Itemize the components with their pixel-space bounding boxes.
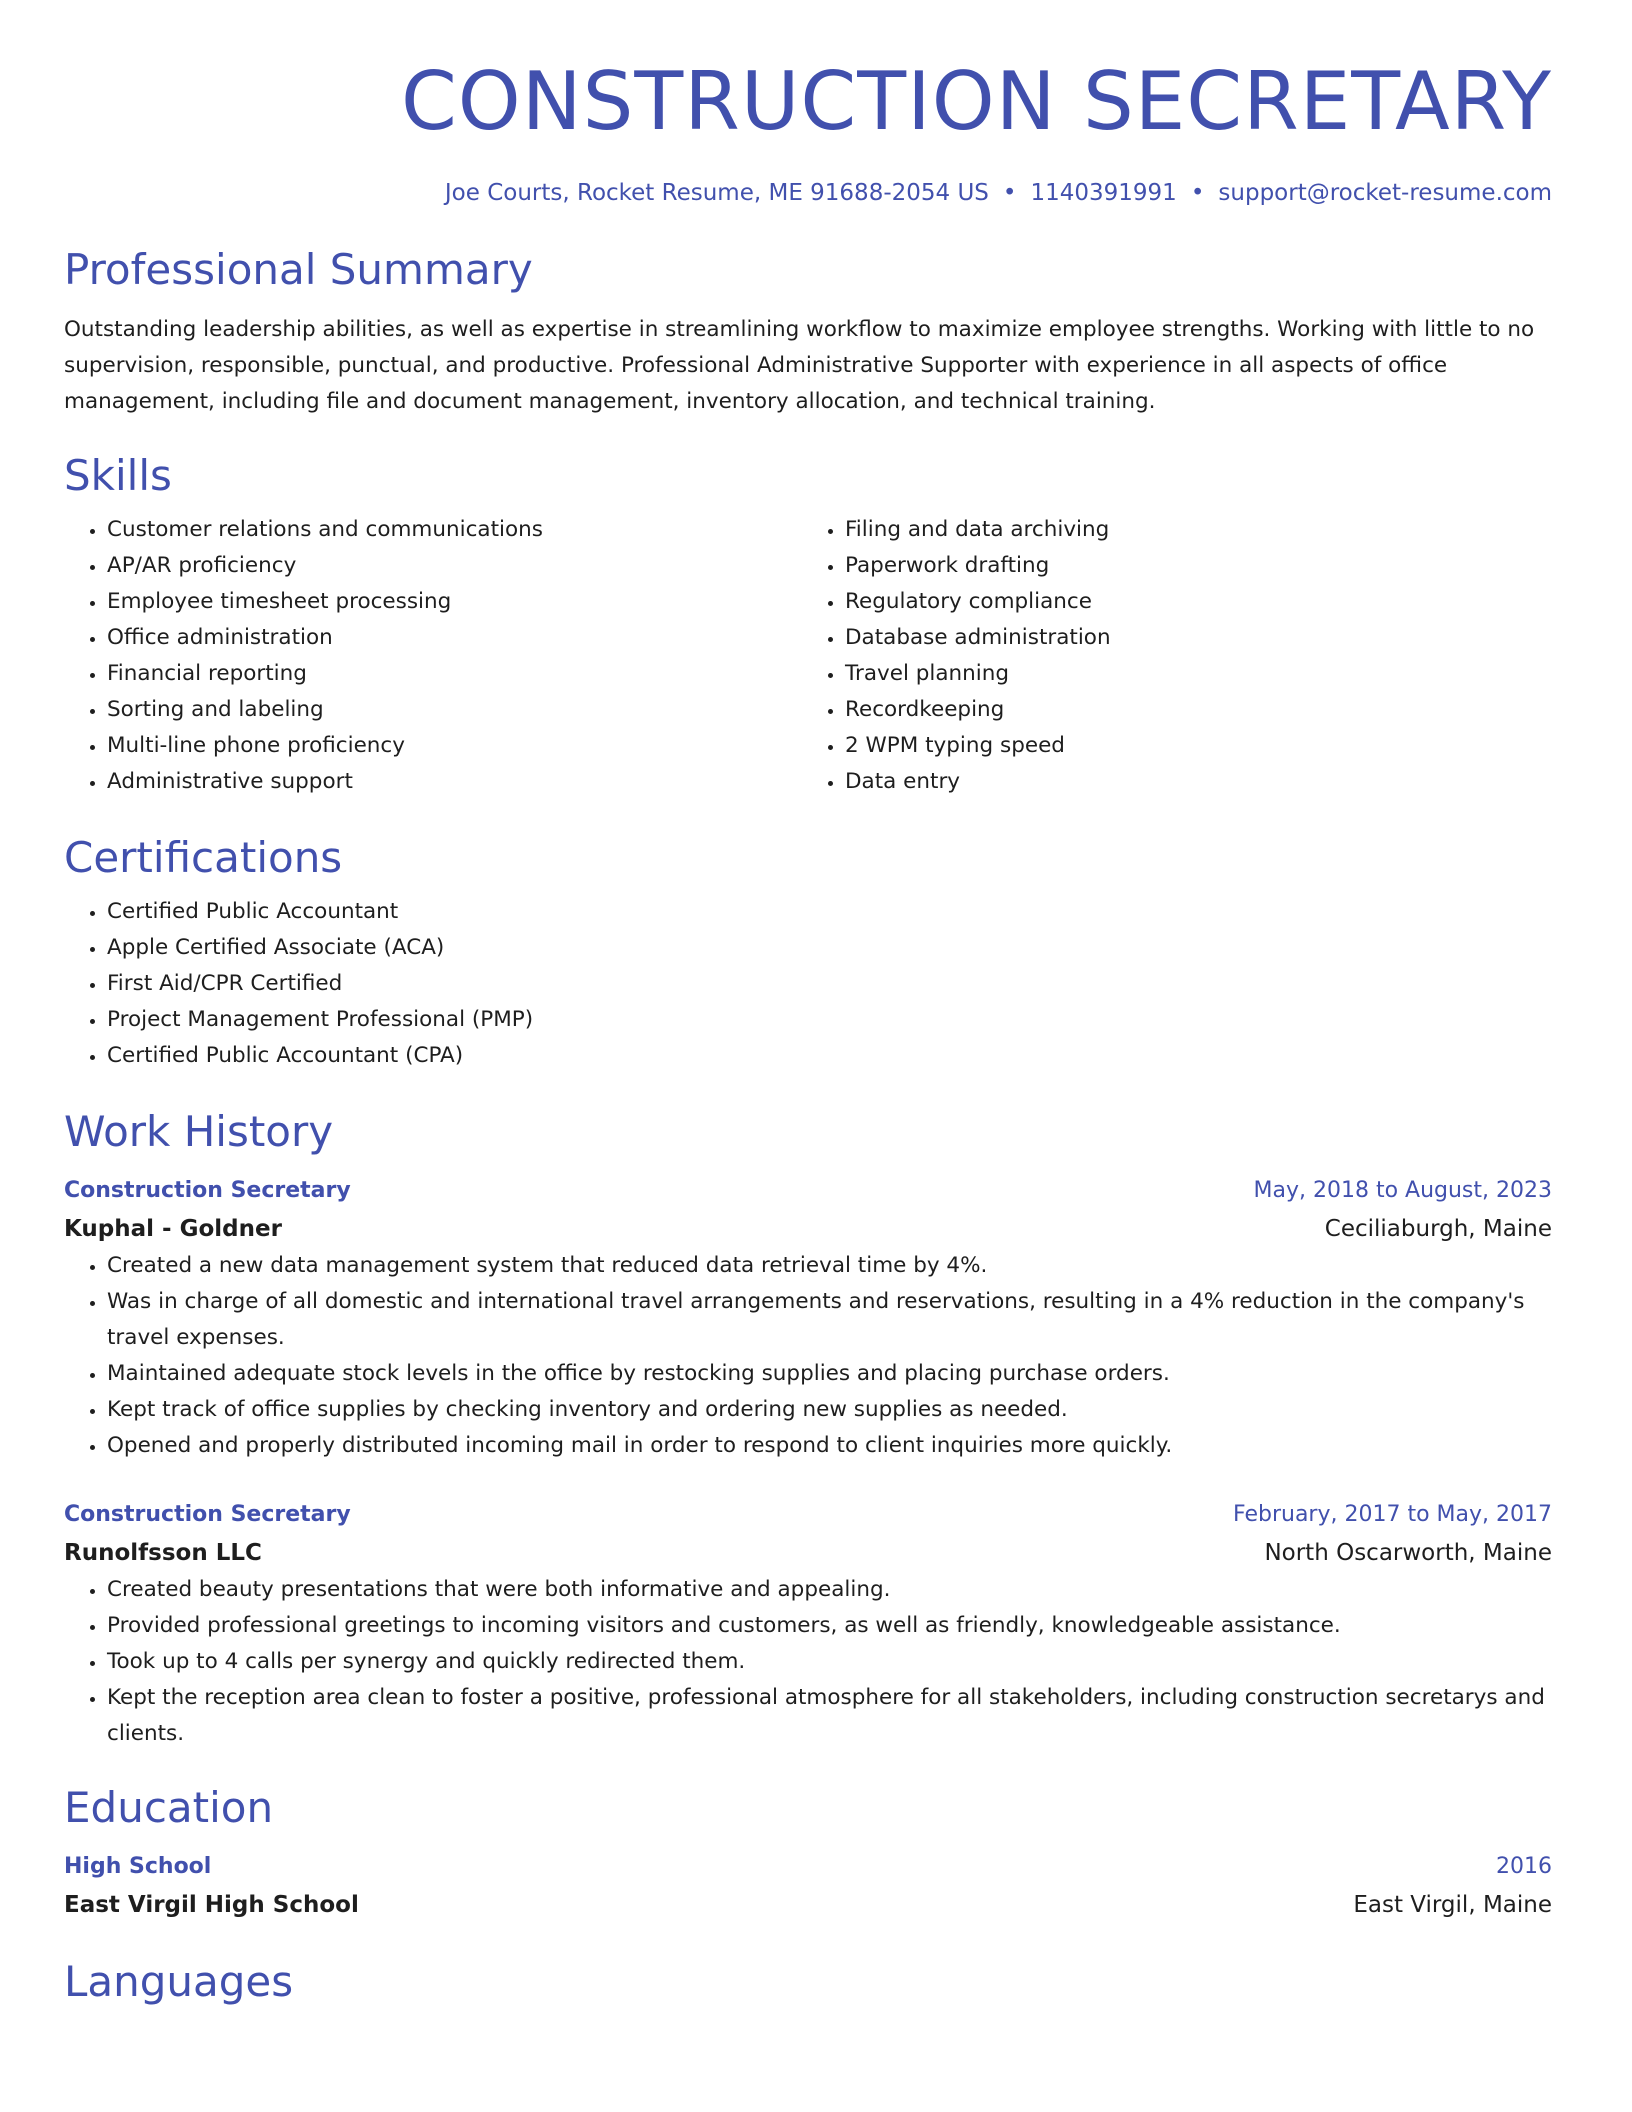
education-degree: High School [64, 1854, 212, 1879]
summary-heading: Professional Summary [64, 245, 533, 294]
job-company: Runolfsson LLC [64, 1540, 262, 1566]
languages-section [64, 1954, 1552, 2010]
job-bullet: • Opened and properly distributed incoming mail in order to respond to client inquiries more quickly. [107, 1428, 1552, 1464]
education-section [64, 1780, 1552, 1924]
job-bullet: • Provided professional greetings to incoming visitors and customers, as well as friendly, knowledgeable assistance. [107, 1608, 1552, 1644]
skill-item: • Administrative support [107, 764, 802, 800]
skills-column-right [802, 512, 1540, 800]
certifications-section [64, 830, 1552, 1074]
skill-item: • Filing and data archiving [845, 512, 1540, 548]
job-bullets [64, 1248, 1552, 1464]
job-title: Construction Secretary [64, 1502, 351, 1527]
job-bullets [64, 1572, 1552, 1752]
education-school: East Virgil High School [64, 1892, 359, 1918]
contact-address: Joe Courts, Rocket Resume, ME 91688-2054 US [444, 180, 989, 206]
skill-item: • Database administration [845, 620, 1540, 656]
job-entry [64, 1172, 1552, 1464]
languages-heading: Languages [64, 1957, 294, 2006]
job-header-row [64, 1496, 1552, 1534]
certification-item: • Project Management Professional (PMP) [107, 1002, 1552, 1038]
education-header-row [64, 1848, 1552, 1886]
job-bullet: • Was in charge of all domestic and international travel arrangements and reservations, resulting in a 4% reduction in the company's travel expenses. [107, 1284, 1552, 1356]
skill-item: • Data entry [845, 764, 1540, 800]
skill-item: • Travel planning [845, 656, 1540, 692]
job-company-row [64, 1210, 1552, 1248]
skill-item: • Employee timesheet processing [107, 584, 802, 620]
summary-text: Outstanding leadership abilities, as well as expertise in streamlining workflow to maximize employee strengths. Working with little to no supervision, responsible, punctual, and productive. Professional Administrative Supporter with experience in all aspects of office management, including file and document management, inventory allocation, and technical training. [64, 317, 1535, 414]
job-bullet: • Created beauty presentations that were both informative and appealing. [107, 1572, 1552, 1608]
certifications-list [64, 894, 1552, 1074]
skill-item: • Paperwork drafting [845, 548, 1540, 584]
contact-phone: 1140391991 [1030, 180, 1177, 206]
certification-item: • First Aid/CPR Certified [107, 966, 1552, 1002]
job-dates: May, 2018 to August, 2023 [1253, 1178, 1552, 1203]
job-bullet: • Took up to 4 calls per synergy and quickly redirected them. [107, 1644, 1552, 1680]
job-title: Construction Secretary [64, 1178, 351, 1203]
job-company: Kuphal - Goldner [64, 1216, 282, 1242]
job-header-row [64, 1172, 1552, 1210]
education-location: East Virgil, Maine [1353, 1892, 1552, 1918]
skills-section [64, 448, 1552, 800]
skill-item: • Sorting and labeling [107, 692, 802, 728]
skill-item: • 2 WPM typing speed [845, 728, 1540, 764]
work-history-section [64, 1104, 1552, 1752]
job-bullet: • Kept track of office supplies by checking inventory and ordering new supplies as needed. [107, 1392, 1552, 1428]
job-location: Ceciliaburgh, Maine [1324, 1216, 1552, 1242]
certifications-heading: Certifications [64, 833, 343, 882]
job-company-row [64, 1534, 1552, 1572]
job-location: North Oscarworth, Maine [1264, 1540, 1552, 1566]
job-bullet: • Maintained adequate stock levels in the office by restocking supplies and placing purchase orders. [107, 1356, 1552, 1392]
contact-separator: • [1190, 180, 1205, 206]
job-bullet: • Created a new data management system that reduced data retrieval time by 4%. [107, 1248, 1552, 1284]
skill-item: • Customer relations and communications [107, 512, 802, 548]
summary-section [64, 242, 1552, 420]
job-entry [64, 1496, 1552, 1752]
skill-item: • Office administration [107, 620, 802, 656]
skill-item: • AP/AR proficiency [107, 548, 802, 584]
skill-item: • Recordkeeping [845, 692, 1540, 728]
contact-separator: • [1002, 180, 1017, 206]
certification-item: • Certified Public Accountant [107, 894, 1552, 930]
skills-grid [64, 512, 1552, 800]
education-school-row [64, 1886, 1552, 1924]
work-history-heading: Work History [64, 1107, 334, 1156]
resume-title: CONSTRUCTION SECRETARY [400, 55, 1552, 148]
contact-line [64, 176, 1552, 210]
skills-heading: Skills [64, 451, 172, 500]
skills-column-left [64, 512, 802, 800]
skill-item: • Regulatory compliance [845, 584, 1540, 620]
contact-email[interactable]: support@rocket-resume.com [1218, 180, 1552, 206]
education-entry [64, 1848, 1552, 1924]
education-year: 2016 [1496, 1854, 1552, 1879]
education-heading: Education [64, 1783, 274, 1832]
skill-item: • Financial reporting [107, 656, 802, 692]
job-dates: February, 2017 to May, 2017 [1233, 1502, 1552, 1527]
certification-item: • Certified Public Accountant (CPA) [107, 1038, 1552, 1074]
job-bullet: • Kept the reception area clean to foster a positive, professional atmosphere for all stakeholders, including construction secretarys and clients. [107, 1680, 1552, 1752]
certification-item: • Apple Certified Associate (ACA) [107, 930, 1552, 966]
skill-item: • Multi-line phone proficiency [107, 728, 802, 764]
